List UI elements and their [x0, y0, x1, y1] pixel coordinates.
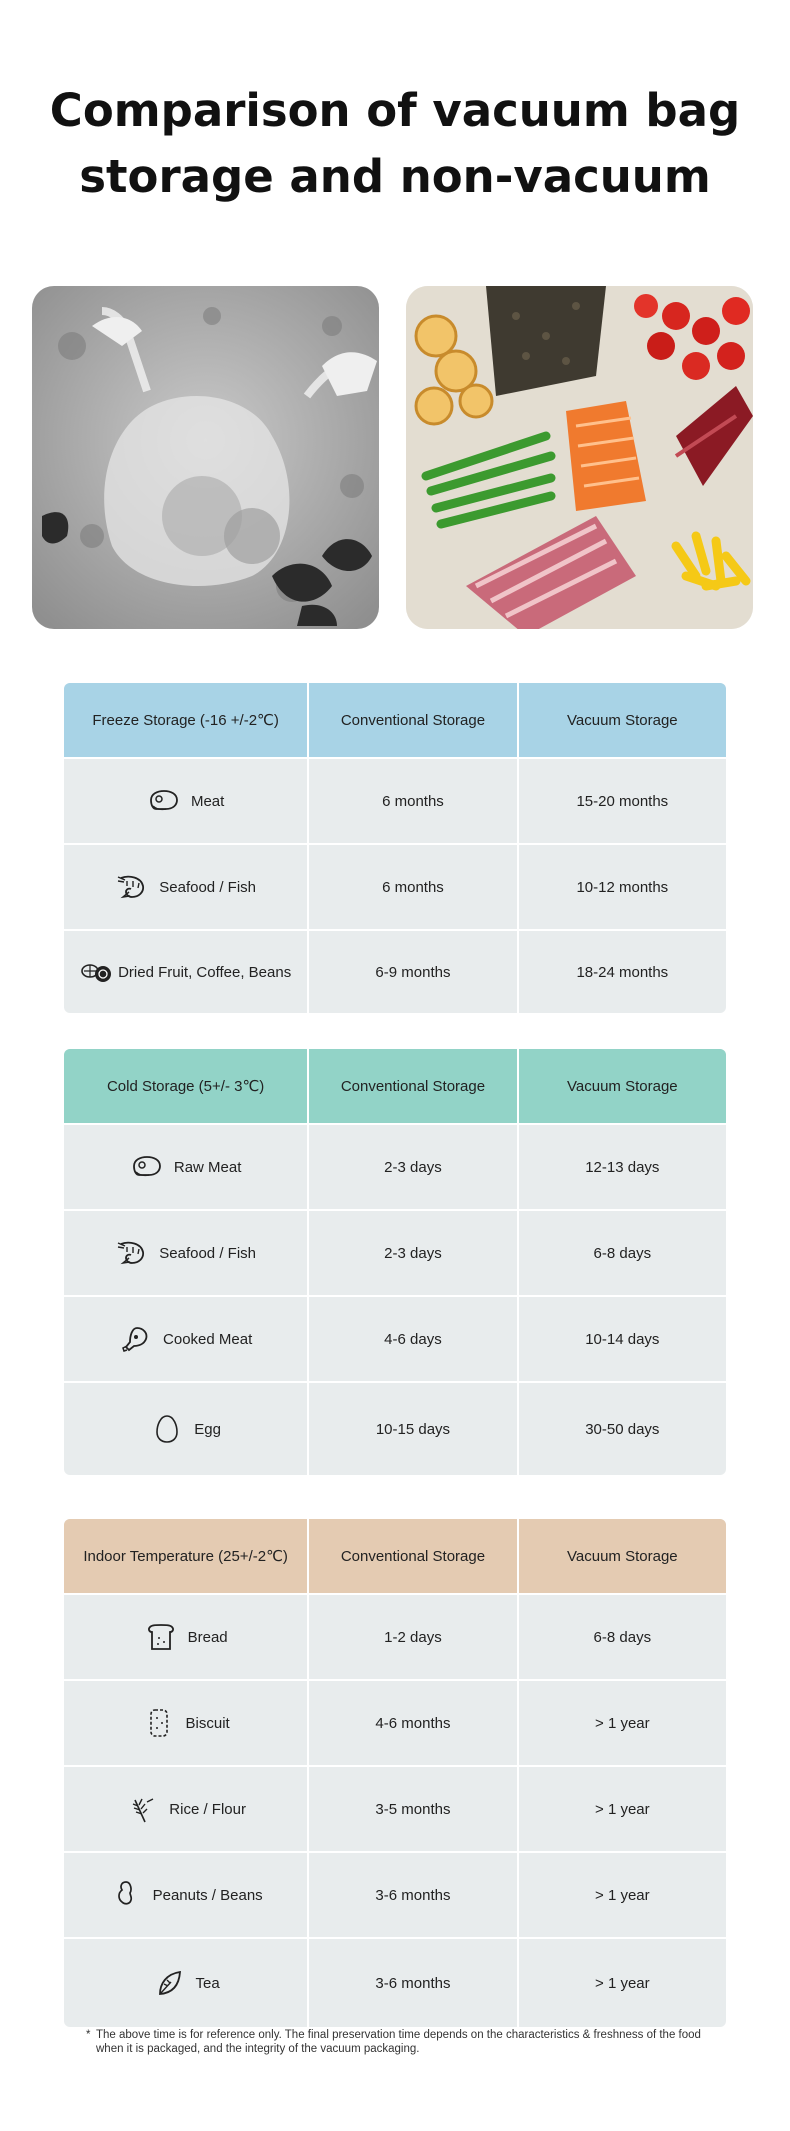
header-category: Indoor Temperature (25+/-2℃): [83, 1548, 288, 1565]
bread-icon: [144, 1622, 178, 1652]
vacuum-value: > 1 year: [517, 1767, 726, 1851]
page-title: [0, 78, 790, 210]
non-vacuum-bag-photo: [32, 286, 379, 629]
row-label: Seafood / Fish: [159, 1244, 256, 1262]
table-row: [64, 757, 726, 843]
note-text: The above time is for reference only. The final preservation time depends on the characteristics & freshness of the food when it is packaged, and the integrity of the vacuum packaging.: [96, 2029, 701, 2055]
table-row: [64, 1381, 726, 1475]
header-category: Freeze Storage (-16 +/-2℃): [92, 712, 279, 729]
row-label: Rice / Flour: [169, 1800, 246, 1818]
row-label: Raw Meat: [173, 1158, 242, 1176]
conventional-value: 3-6 months: [307, 1939, 516, 2027]
table-header: [64, 1519, 726, 1593]
vacuum-value: 10-14 days: [517, 1297, 726, 1381]
shrimp-icon: [115, 872, 149, 902]
note-asterisk: *: [86, 2029, 91, 2041]
reference-note: [86, 2028, 716, 2056]
row-label: Tea: [195, 1974, 220, 1992]
table-row: [64, 1209, 726, 1295]
vacuum-value: > 1 year: [517, 1681, 726, 1765]
vacuum-value: > 1 year: [517, 1939, 726, 2027]
drumstick-icon: [119, 1324, 153, 1354]
meat-icon: [130, 1152, 164, 1182]
conventional-value: 2-3 days: [307, 1211, 516, 1295]
conventional-value: 6-9 months: [307, 931, 516, 1013]
vacuum-value: > 1 year: [517, 1853, 726, 1937]
table-row: [64, 1851, 726, 1937]
vacuum-value: 12-13 days: [517, 1125, 726, 1209]
table-row: [64, 1765, 726, 1851]
vacuum-value: 30-50 days: [517, 1383, 726, 1475]
peanut-icon: [109, 1880, 143, 1910]
vacuum-value: 6-8 days: [517, 1595, 726, 1679]
header-conventional: Conventional Storage: [307, 1049, 516, 1123]
dried-fruit-icon: [80, 957, 114, 987]
row-label: Cooked Meat: [163, 1330, 253, 1348]
vacuum-food-photo: [406, 286, 753, 629]
row-label: Seafood / Fish: [159, 878, 256, 896]
conventional-value: 1-2 days: [307, 1595, 516, 1679]
conventional-value: 4-6 months: [307, 1681, 516, 1765]
conventional-value: 3-6 months: [307, 1853, 516, 1937]
table-header: [64, 1049, 726, 1123]
conventional-value: 6 months: [307, 759, 516, 843]
vacuum-value: 6-8 days: [517, 1211, 726, 1295]
header-conventional: Conventional Storage: [307, 683, 516, 757]
vacuum-value: 10-12 months: [517, 845, 726, 929]
biscuit-icon: [142, 1708, 176, 1738]
conventional-value: 2-3 days: [307, 1125, 516, 1209]
row-label: Bread: [187, 1628, 228, 1646]
egg-icon: [150, 1414, 184, 1444]
meat-icon: [147, 786, 181, 816]
tea-leaf-icon: [152, 1968, 186, 1998]
header-category: Cold Storage (5+/- 3℃): [106, 1078, 265, 1095]
row-label: Meat: [190, 792, 225, 810]
conventional-value: 3-5 months: [307, 1767, 516, 1851]
conventional-value: 6 months: [307, 845, 516, 929]
table-row: [64, 843, 726, 929]
wheat-icon: [125, 1794, 159, 1824]
header-vacuum: Vacuum Storage: [517, 683, 726, 757]
shrimp-icon: [115, 1238, 149, 1268]
conventional-value: 4-6 days: [307, 1297, 516, 1381]
cold-storage-table: [64, 1049, 726, 1475]
conventional-value: 10-15 days: [307, 1383, 516, 1475]
table-row: [64, 1295, 726, 1381]
table-row: [64, 1937, 726, 2027]
title-line-2: storage and non-vacuum: [79, 150, 711, 203]
vacuum-value: 18-24 months: [517, 931, 726, 1013]
table-row: [64, 929, 726, 1013]
header-vacuum: Vacuum Storage: [517, 1519, 726, 1593]
vacuum-value: 15-20 months: [517, 759, 726, 843]
title-line-1: Comparison of vacuum bag: [49, 84, 741, 137]
header-conventional: Conventional Storage: [307, 1519, 516, 1593]
table-row: [64, 1679, 726, 1765]
header-vacuum: Vacuum Storage: [517, 1049, 726, 1123]
table-row: [64, 1123, 726, 1209]
table-header: [64, 683, 726, 757]
freeze-storage-table: [64, 683, 726, 1013]
indoor-storage-table: [64, 1519, 726, 2027]
row-label: Biscuit: [185, 1714, 230, 1732]
row-label: Peanuts / Beans: [152, 1886, 263, 1904]
row-label: Egg: [194, 1420, 221, 1438]
row-label: Dried Fruit, Coffee, Beans: [118, 963, 292, 981]
table-row: [64, 1593, 726, 1679]
